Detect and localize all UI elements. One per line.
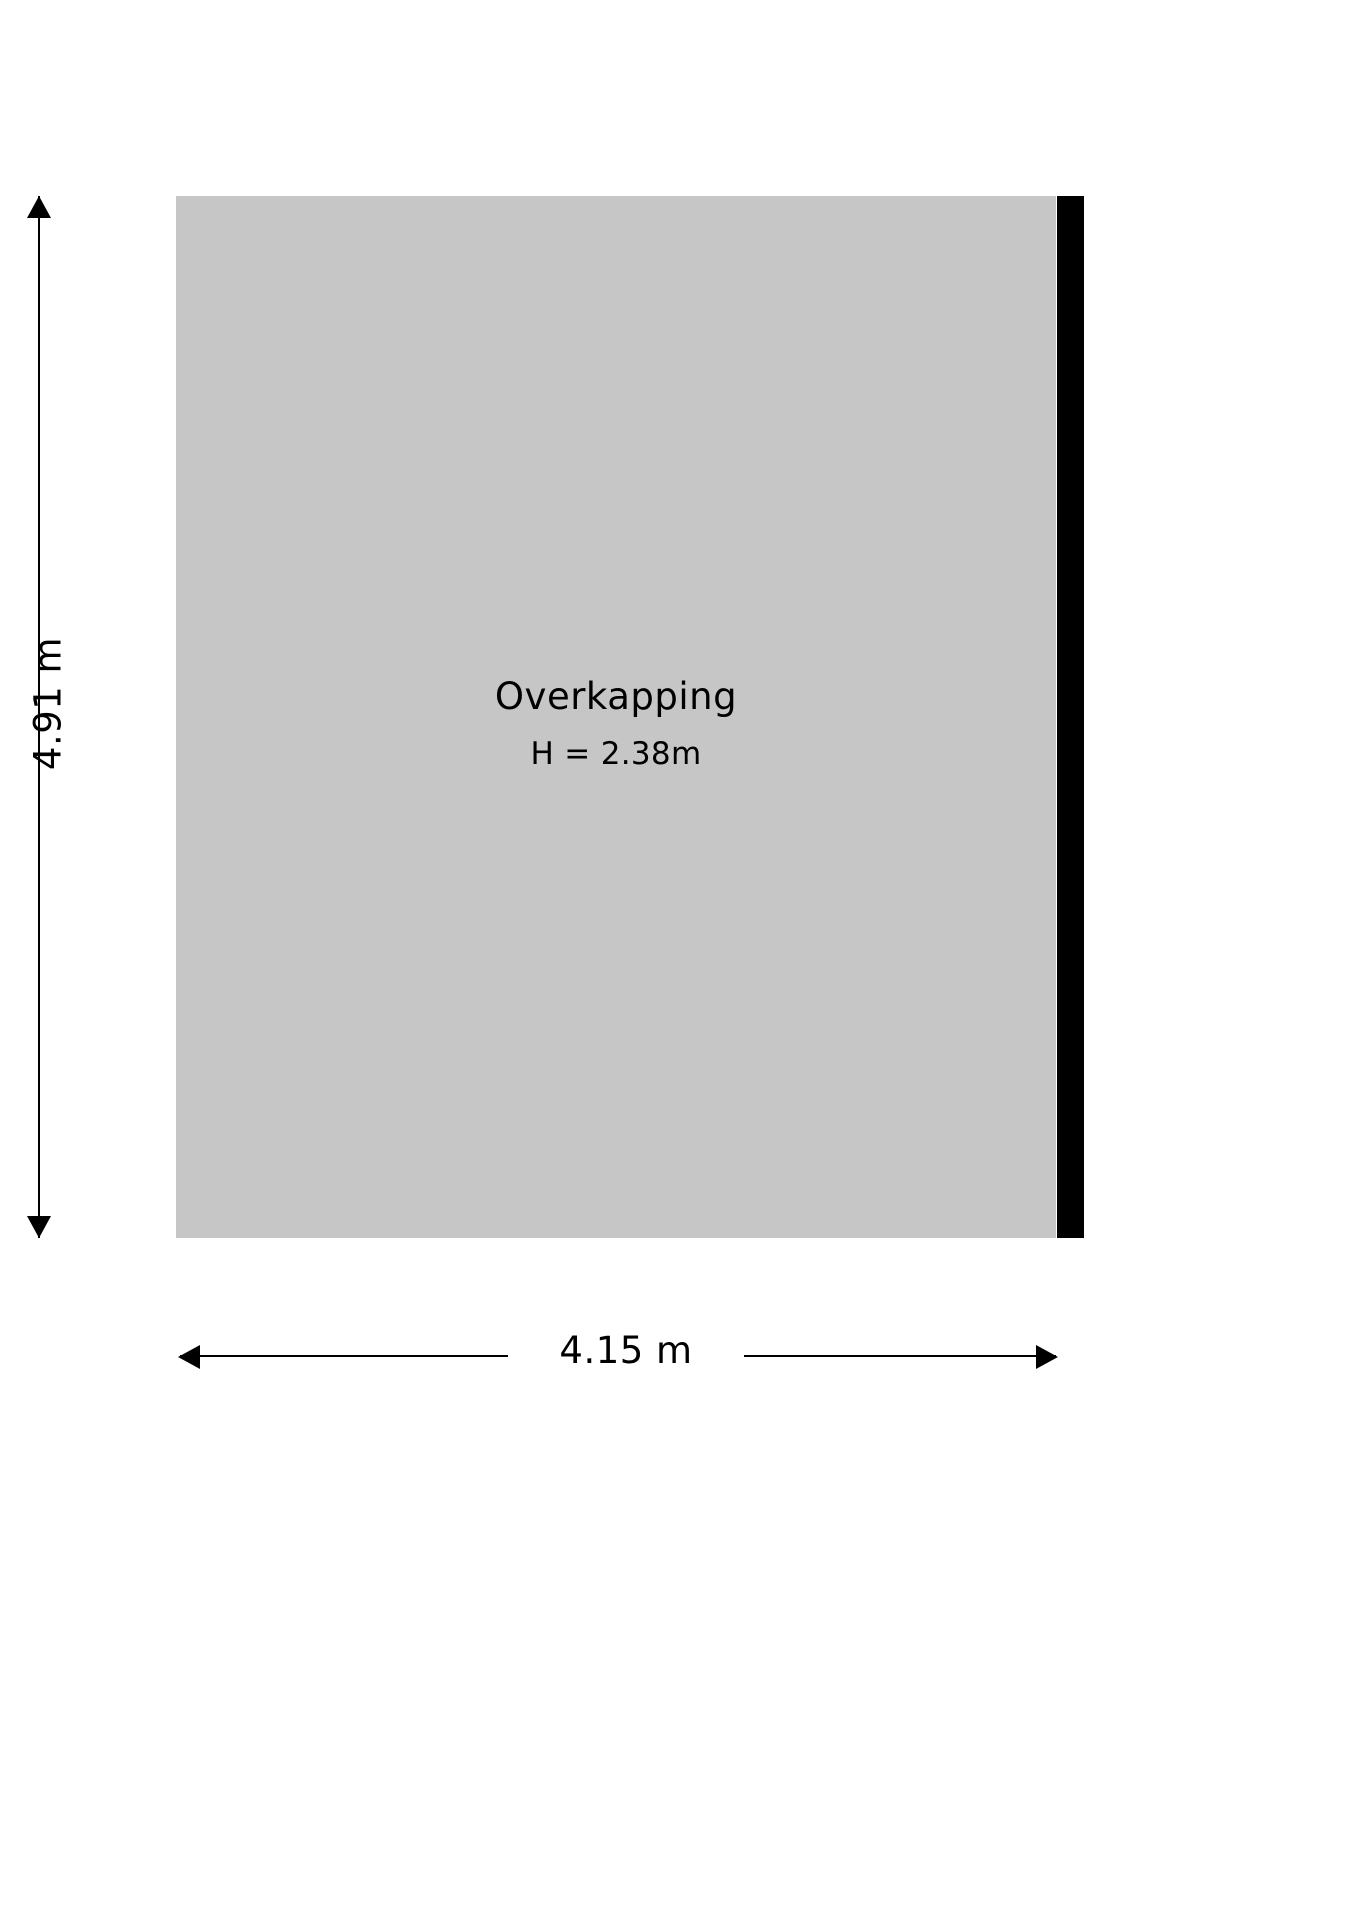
dimension-arrow-down-icon — [27, 1216, 51, 1238]
wall-right — [1057, 196, 1084, 1238]
room-label-group — [176, 672, 1056, 776]
vertical-dimension-label: 4.91 m — [26, 636, 70, 771]
dimension-arrow-right-icon — [1036, 1345, 1058, 1369]
room-height-label: H = 2.38m — [530, 736, 702, 772]
horizontal-dimension-label: 4.15 m — [508, 1329, 744, 1372]
dimension-arrow-left-icon — [178, 1345, 200, 1369]
room-name-label: Overkapping — [494, 675, 738, 718]
